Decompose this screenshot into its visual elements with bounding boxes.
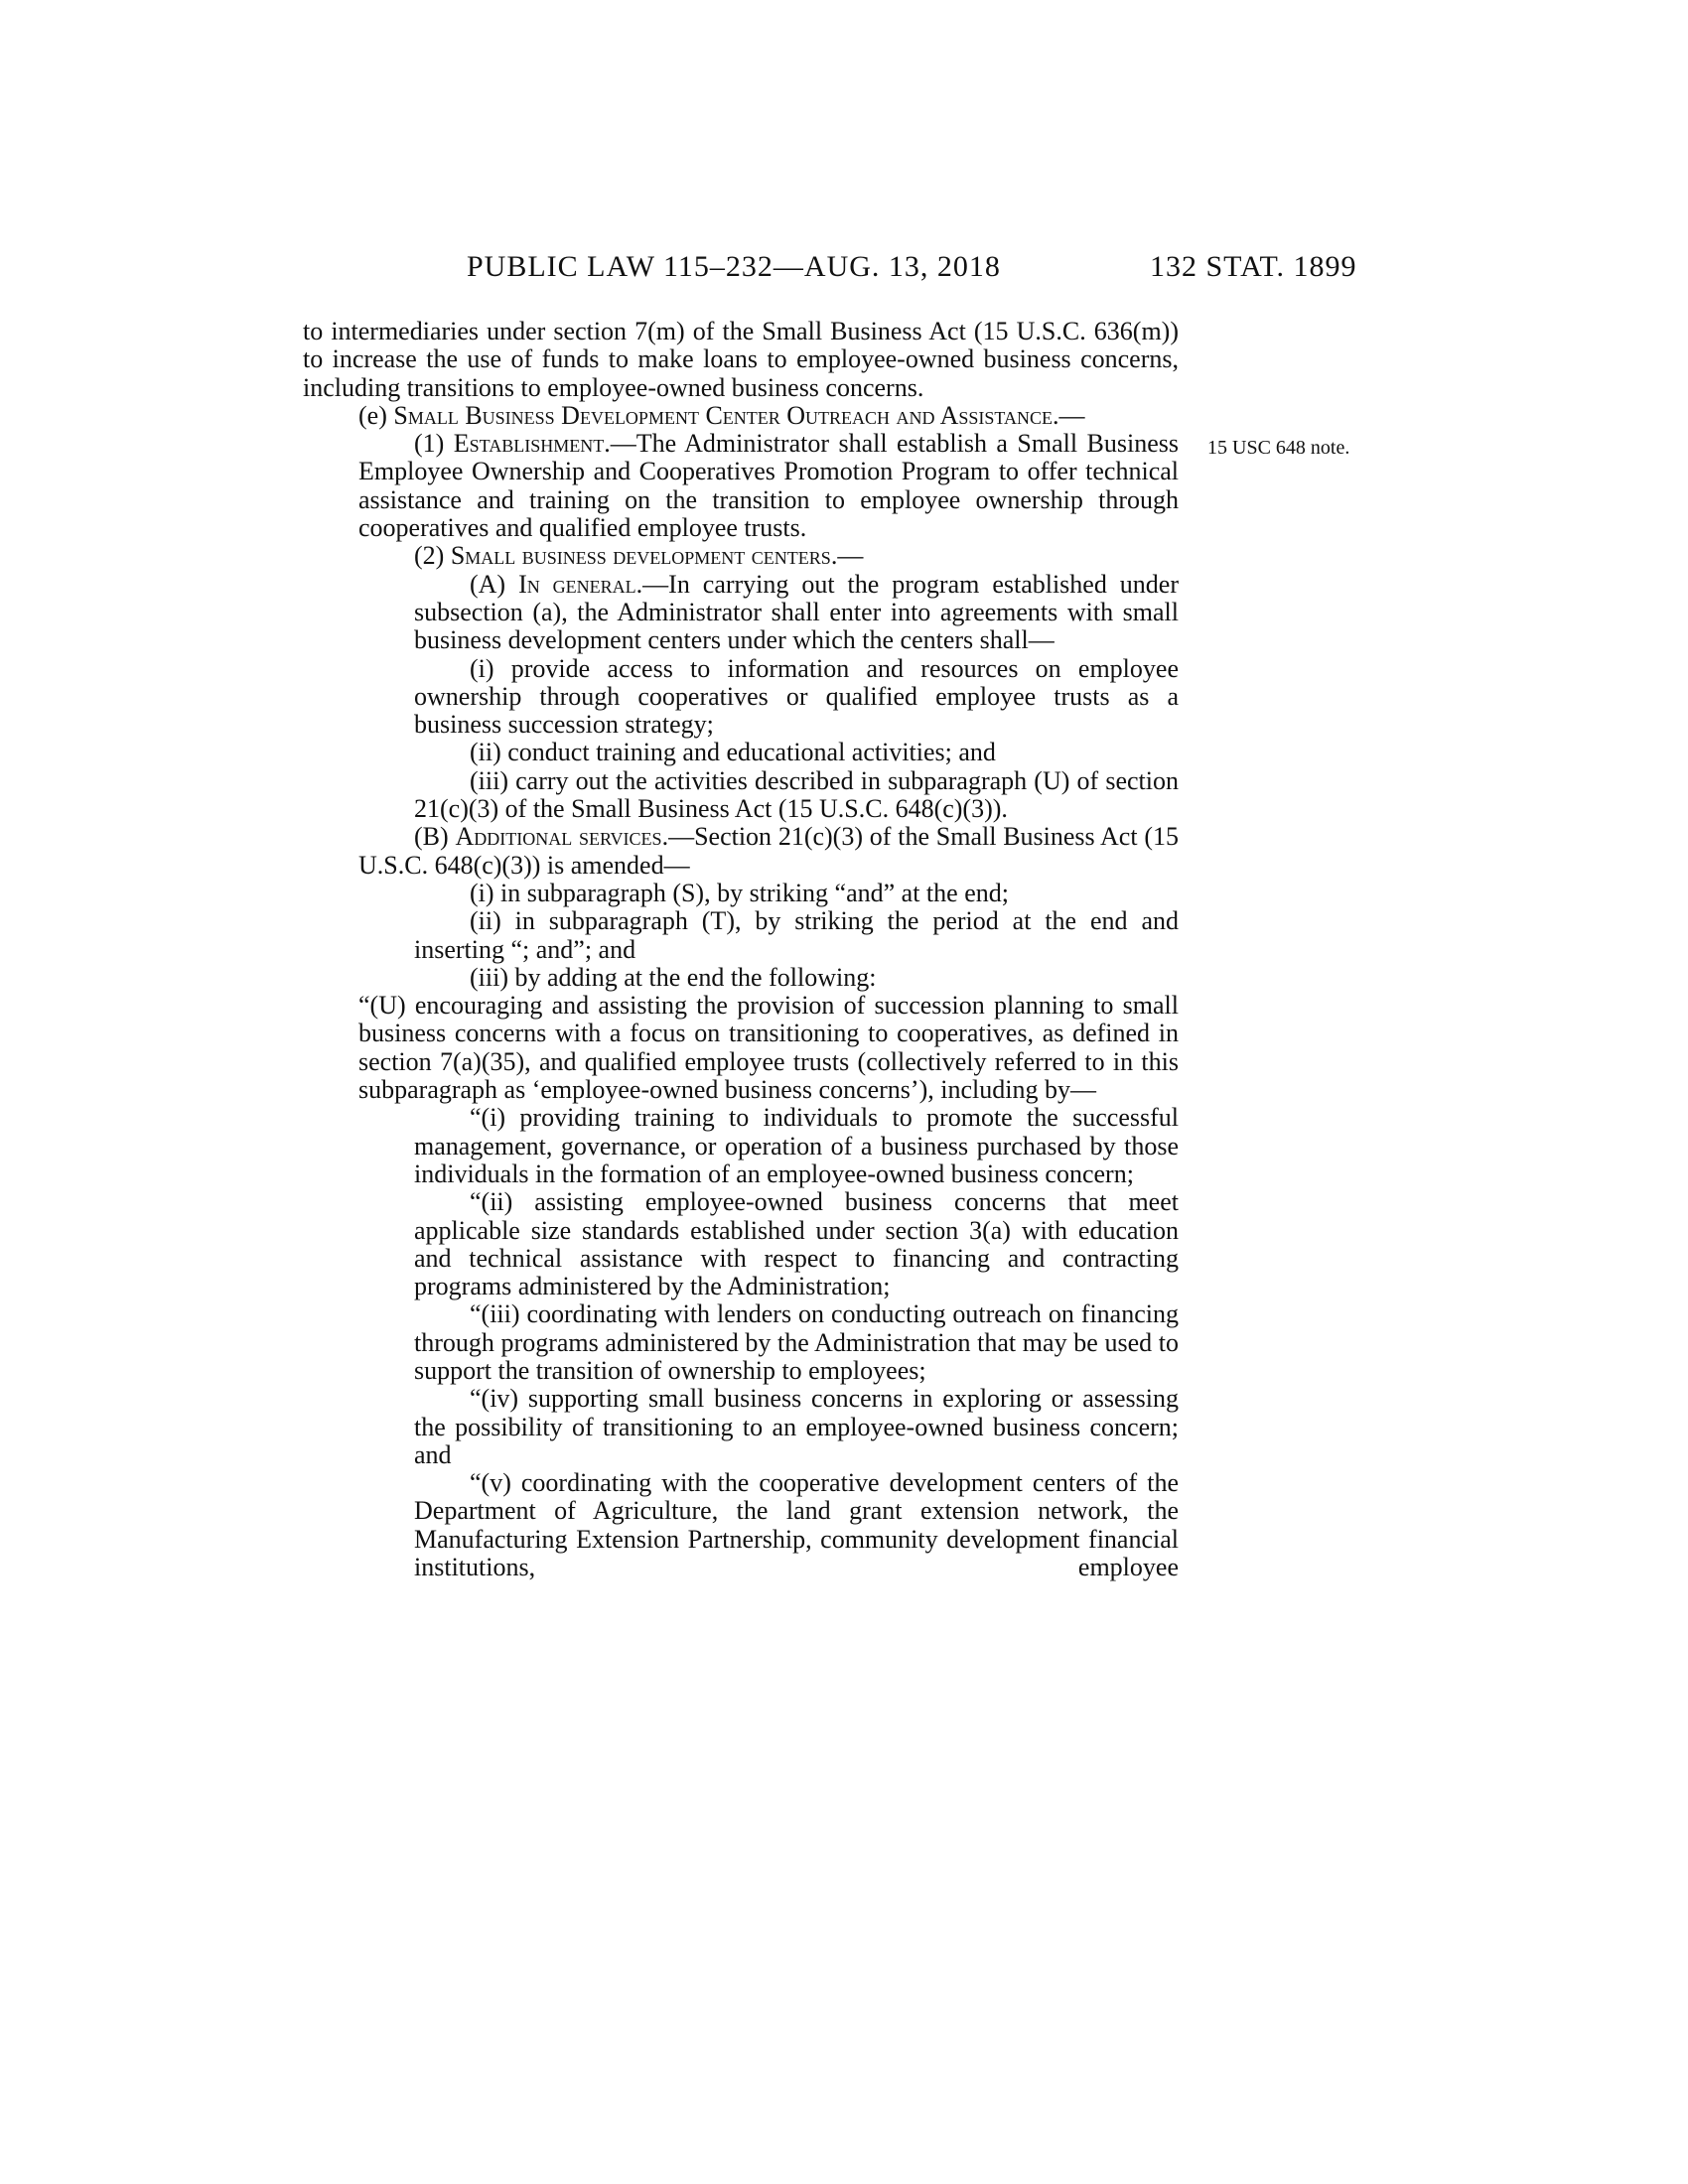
quoted-clause-u-v: “(v) coordinating with the cooperative development centers of the Department of Agriculture, the land grant extension network, the Manufacturing Extension Partnership, community development financial institutions, employee <box>414 1468 1179 1582</box>
subparagraph-label: (A) <box>470 569 519 599</box>
subparagraph-text: .—In carrying out the program established under subsection (a), the Administrator shall enter into agreements with small business development centers under which the centers shall— <box>414 569 1179 655</box>
paragraph-2-heading <box>358 542 1179 570</box>
paragraph-heading: Small business development centers <box>450 541 831 571</box>
header-title: PUBLIC LAW 115–232—AUG. 13, 2018 <box>467 250 1001 283</box>
margin-citation-note: 15 USC 648 note. <box>1207 437 1350 459</box>
statute-body <box>303 318 1179 1581</box>
subparagraph-a-in-general <box>414 571 1179 655</box>
clause-a-ii: (ii) conduct training and educational activities; and <box>470 738 996 767</box>
subparagraph-heading: Additional services <box>455 822 662 852</box>
running-header <box>0 250 1688 290</box>
subsection-heading-tail: .— <box>1052 400 1085 430</box>
header-stat-page: 132 STAT. 1899 <box>1150 250 1357 283</box>
quoted-clause-u-iii: “(iii) coordinating with lenders on conducting outreach on financing through programs administered by the Administration that may be used to support the transition of ownership to employees; <box>414 1299 1179 1385</box>
paragraph-text: .—The Administrator shall establish a Small Business Employee Ownership and Cooperatives Promotion Program to offer technical assistance and training on the transition to employee ownership through cooperatives and qualified employee trusts. <box>358 429 1179 543</box>
quoted-subparagraph-u: “(U) encouraging and assisting the provision of succession planning to small business concerns with a focus on transitioning to cooperatives, as defined in section 7(a)(35), and qualified employee trusts (collectively referred to in this subparagraph as ‘employee-owned business concerns’), including by— <box>358 991 1179 1105</box>
clause-b-i: (i) in subparagraph (S), by striking “and” at the end; <box>470 878 1009 907</box>
subsection-e-heading <box>303 402 1179 430</box>
quoted-clause-u-iv: “(iv) supporting small business concerns in exploring or assessing the possibility of transitioning to an employee-owned business concern; and <box>414 1384 1179 1469</box>
clause-b-iii: (iii) by adding at the end the following: <box>470 962 877 992</box>
paragraph-continuation: to intermediaries under section 7(m) of the Small Business Act (15 U.S.C. 636(m)) to increase the use of funds to make loans to employee-owned business concerns, including transitions to employee-owned business concerns. <box>303 317 1179 402</box>
paragraph-heading: Establishment <box>453 429 605 459</box>
quoted-clause-u-i: “(i) providing training to individuals to promote the successful management, governance, or operation of a business purchased by those individuals in the formation of an employee-owned business concern; <box>414 1103 1179 1188</box>
subparagraph-label: (B) <box>414 822 456 852</box>
subsection-heading: Small Business Development Center Outreach and Assistance <box>393 400 1053 430</box>
subsection-label: (e) <box>358 400 394 430</box>
clause-a-i: (i) provide access to information and resources on employee ownership through cooperatives or qualified employee trusts as a business succession strategy; <box>414 653 1179 740</box>
paragraph-label: (2) <box>414 541 451 571</box>
paragraph-label: (1) <box>414 429 454 459</box>
subparagraph-text: .—Section 21(c)(3) of the Small Business Act (15 U.S.C. 648(c)(3)) is amended— <box>358 822 1179 880</box>
subparagraph-b-additional-services <box>358 823 1179 880</box>
quoted-clause-u-ii: “(ii) assisting employee-owned business concerns that meet applicable size standards established under section 3(a) with education and technical assistance with respect to financing and contracting programs administered by the Administration; <box>414 1187 1179 1301</box>
clause-b-ii: (ii) in subparagraph (T), by striking the period at the end and inserting “; and”; and <box>414 906 1179 964</box>
clause-a-iii: (iii) carry out the activities described in subparagraph (U) of section 21(c)(3) of the Small Business Act (15 U.S.C. 648(c)(3)). <box>414 765 1179 824</box>
paragraph-1-establishment <box>358 430 1179 542</box>
subparagraph-heading: In general <box>518 569 636 599</box>
paragraph-text: .— <box>830 541 864 571</box>
